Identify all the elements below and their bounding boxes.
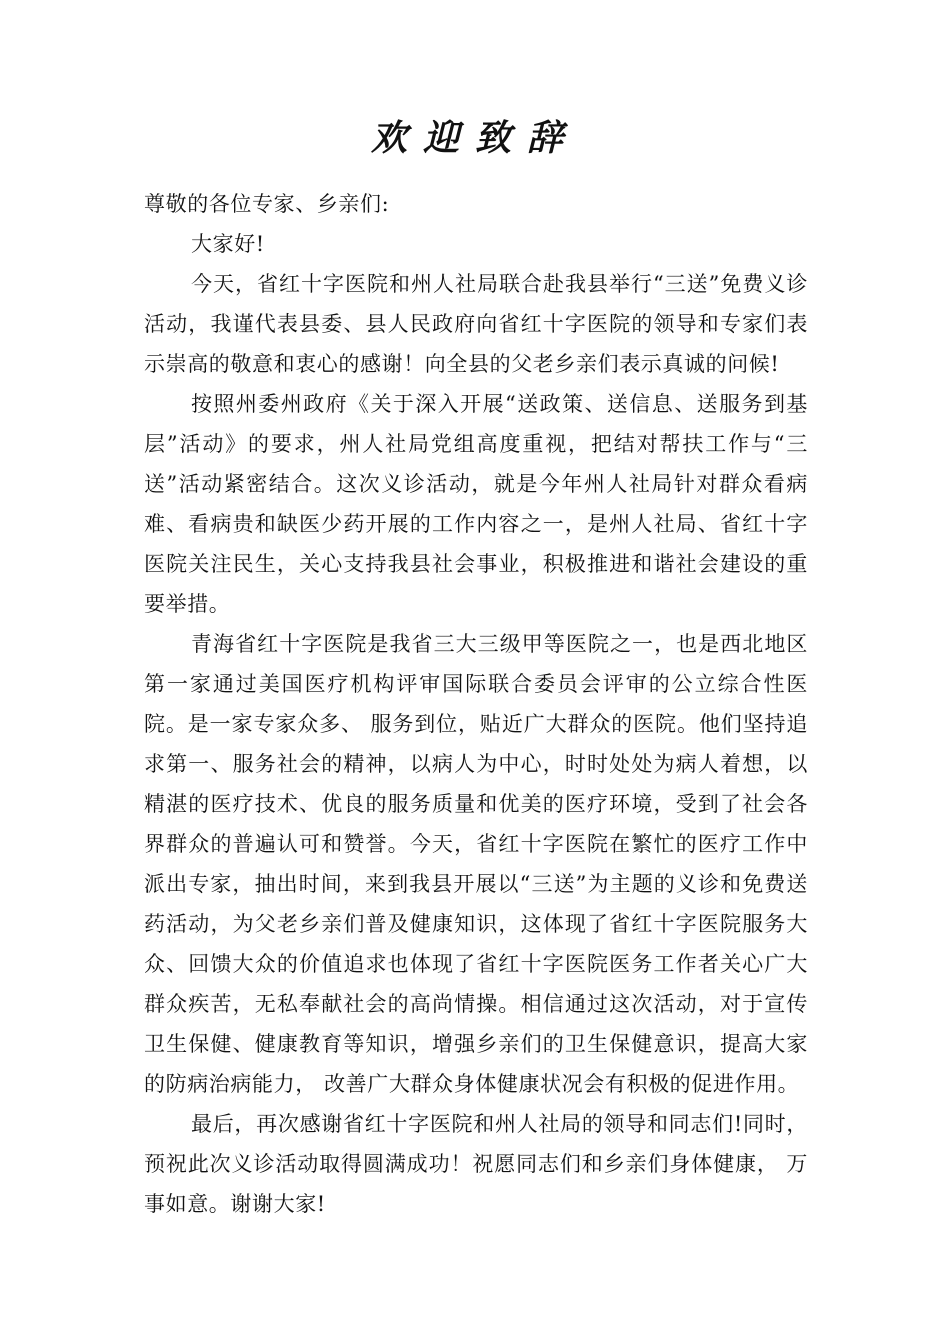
paragraph-hospital: 青海省红十字医院是我省三大三级甲等医院之一，也是西北地区第一家通过美国医疗机构评审国际联合委员会评审的公立综合性医院。是一家专家众多、 服务到位，贴近广大群众的医院。他们坚持追求第一、服务社会的精神，以病人为中心，时时处处为病人着想，以精湛的医疗技术、优良的服务质量和优美的医疗环境，受到了社会各界群众的普遍认可和赞誉。今天，省红十字医院在繁忙的医疗工作中派出专家，抽出时间，来到我县开展以“三送”为主题的义诊和免费送药活动，为父老乡亲们普及健康知识，这体现了省红十字医院服务大众、回馈大众的价值追求也体现了省红十字医院医务工作者关心广大群众疾苦，无私奉献社会的高尚情操。相信通过这次活动，对于宣传卫生保健、健康教育等知识，增强乡亲们的卫生保健意识，提高大家的防病治病能力， 改善广大群众身体健康状况会有积极的促进作用。 [144,632,808,1096]
document-title: 欢迎致辞 [370,117,579,159]
greeting: 大家好! [191,232,265,256]
document-body [144,184,808,1224]
paragraph-opening: 今天，省红十字医院和州人社局联合赴我县举行“三送”免费义诊活动，我谨代表县委、县人民政府向省红十字医院的领导和专家们表示崇高的敬意和衷心的感谢！向全县的父老乡亲们表示真诚的问候! [144,272,808,376]
paragraph-background: 按照州委州政府《关于深入开展“送政策、送信息、送服务到基层”活动》的要求，州人社局党组高度重视，把结对帮扶工作与“三送”活动紧密结合。这次义诊活动，就是今年州人社局针对群众看病难、看病贵和缺医少药开展的工作内容之一，是州人社局、省红十字医院关注民生，关心支持我县社会事业，积极推进和谐社会建设的重要举措。 [144,392,808,616]
salutation: 尊敬的各位专家、乡亲们: [144,192,390,216]
paragraph-closing: 最后，再次感谢省红十字医院和州人社局的领导和同志们!同时，预祝此次义诊活动取得圆满成功！祝愿同志们和乡亲们身体健康， 万事如意。谢谢大家! [144,1112,808,1216]
